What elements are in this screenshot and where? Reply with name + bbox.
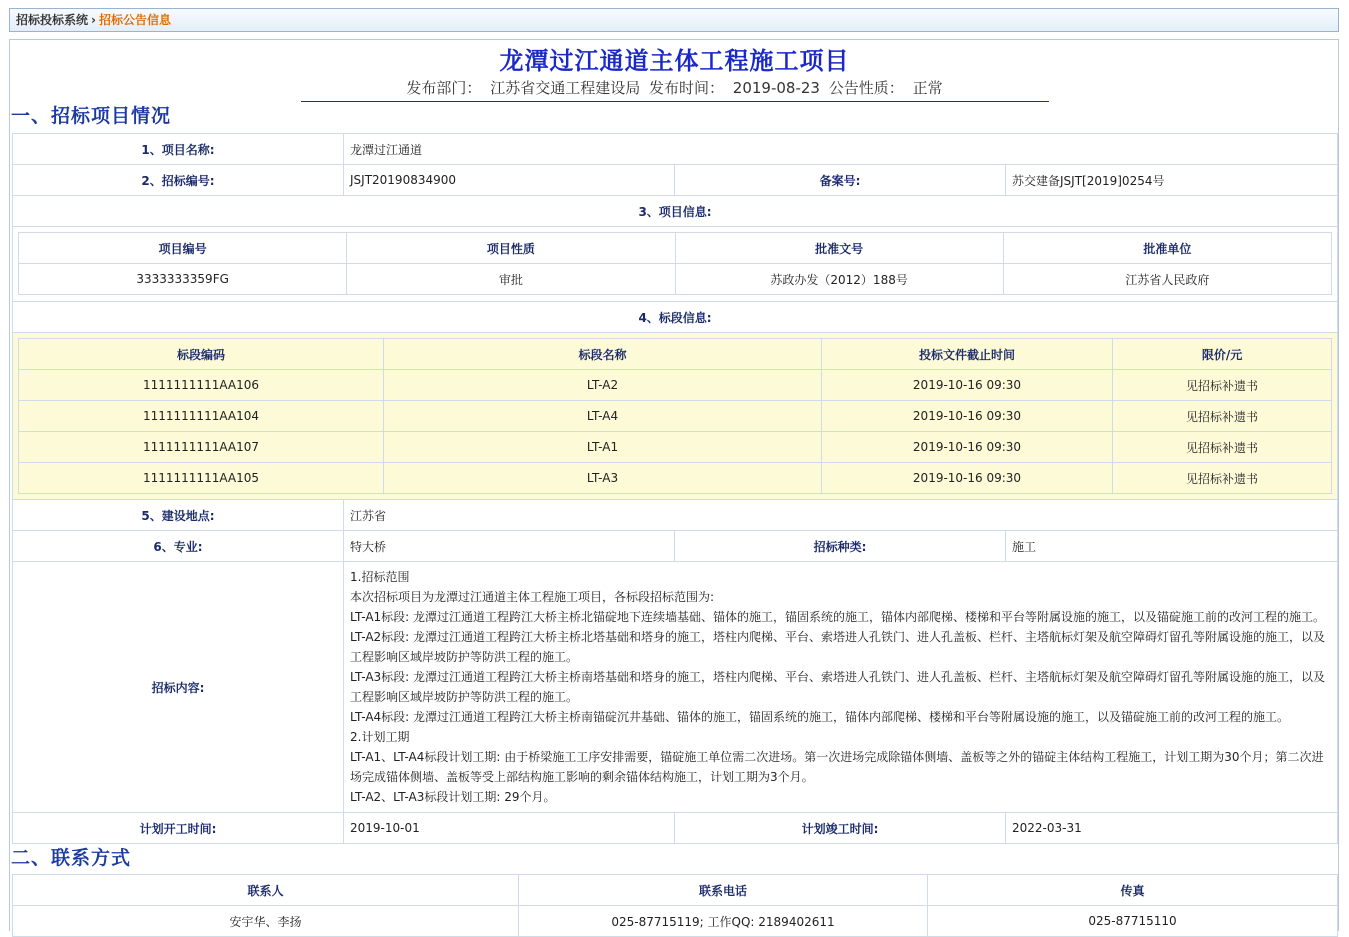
info-header-code: 项目编号 xyxy=(19,233,347,264)
record-label: 备案号: xyxy=(675,165,1006,196)
sect-deadline: 2019-10-16 09:30 xyxy=(822,370,1113,401)
info-code: 3333333359FG xyxy=(19,264,347,295)
nature-label: 公告性质： xyxy=(828,79,904,97)
table-row xyxy=(19,463,1332,494)
breadcrumb-system[interactable]: 招标投标系统 xyxy=(16,13,89,27)
title-divider xyxy=(301,101,1049,102)
breadcrumb-separator-icon: › xyxy=(91,13,96,27)
kind-label: 招标种类: xyxy=(675,531,1006,562)
bid-sections-table xyxy=(18,338,1332,494)
sect-header-deadline: 投标文件截止时间 xyxy=(822,339,1113,370)
major-value: 特大桥 xyxy=(344,531,675,562)
contact-header-person: 联系人 xyxy=(13,875,519,906)
record-value: 苏交建备JSJT[2019]0254号 xyxy=(1006,165,1338,196)
sect-deadline: 2019-10-16 09:30 xyxy=(822,463,1113,494)
sect-limit: 见招标补遗书 xyxy=(1113,401,1332,432)
dept-label: 发布部门： xyxy=(406,79,482,97)
content-line: 本次招标项目为龙潭过江通道主体工程施工项目，各标段招标范围为: xyxy=(350,590,715,604)
sect-name: LT-A1 xyxy=(384,432,822,463)
section-heading-contact: 二、联系方式 xyxy=(11,847,132,869)
info-approval-unit: 江苏省人民政府 xyxy=(1003,264,1331,295)
breadcrumb xyxy=(9,8,1339,32)
info-header-approval-no: 批准文号 xyxy=(675,233,1003,264)
sect-header-name: 标段名称 xyxy=(384,339,822,370)
contact-fax: 025-87715110 xyxy=(928,906,1338,937)
info-header-approval-unit: 批准单位 xyxy=(1003,233,1331,264)
sect-deadline: 2019-10-16 09:30 xyxy=(822,401,1113,432)
project-name-value: 龙潭过江通道 xyxy=(344,134,1338,165)
content-value xyxy=(344,562,1338,813)
sect-name: LT-A4 xyxy=(384,401,822,432)
section-heading-project: 一、招标项目情况 xyxy=(11,105,172,127)
major-label: 6、专业: xyxy=(13,531,344,562)
sect-name: LT-A3 xyxy=(384,463,822,494)
sect-deadline: 2019-10-16 09:30 xyxy=(822,432,1113,463)
content-line: LT-A2标段: 龙潭过江通道工程跨江大桥主桥北塔基础和塔身的施工，塔柱内爬梯、平台、索塔进人孔铁门、进人孔盖板、栏杆、主塔航标灯架及航空障碍灯留孔等附属设施的施工，以及工程影响区域岸坡防护等防洪工程的施工。 xyxy=(350,630,1326,664)
sect-limit: 见招标补遗书 xyxy=(1113,370,1332,401)
contact-header-fax: 传真 xyxy=(928,875,1338,906)
project-info-table xyxy=(18,232,1332,295)
nature-value: 正常 xyxy=(912,79,943,97)
content-label: 招标内容: xyxy=(13,562,344,813)
project-info-label: 3、项目信息: xyxy=(13,196,1338,227)
breadcrumb-current: 招标公告信息 xyxy=(98,13,171,27)
start-label: 计划开工时间: xyxy=(13,813,344,844)
content-line: LT-A3标段: 龙潭过江通道工程跨江大桥主桥南塔基础和塔身的施工，塔柱内爬梯、平台、索塔进人孔铁门、进人孔盖板、栏杆、主塔航标灯架及航空障碍灯留孔等附属设施的施工，以及工程影响区域岸坡防护等防洪工程的施工。 xyxy=(350,670,1326,704)
table-row xyxy=(19,401,1332,432)
sections-label: 4、标段信息: xyxy=(13,302,1338,333)
table-row xyxy=(19,370,1332,401)
sect-code: 1111111111AA106 xyxy=(19,370,384,401)
end-value: 2022-03-31 xyxy=(1006,813,1338,844)
dept-value: 江苏省交通工程建设局 xyxy=(490,79,641,97)
kind-value: 施工 xyxy=(1006,531,1338,562)
publish-info xyxy=(0,77,1349,98)
location-label: 5、建设地点: xyxy=(13,500,344,531)
content-line: LT-A1、LT-A4标段计划工期: 由于桥梁施工工序安排需要，锚碇施工单位需二次进场。第一次进场完成除锚体侧墙、盖板等之外的锚碇主体结构工程施工，计划工期为30个月；第二次进场完成锚体侧墙、盖板等受上部结构施工影响的剩余锚体结构施工，计划工期为3个月。 xyxy=(350,750,1324,784)
content-line: 1.招标范围 xyxy=(350,570,410,584)
info-approval-no: 苏政办发（2012）188号 xyxy=(675,264,1003,295)
end-label: 计划竣工时间: xyxy=(675,813,1006,844)
content-line: LT-A2、LT-A3标段计划工期: 29个月。 xyxy=(350,790,556,804)
location-value: 江苏省 xyxy=(344,500,1338,531)
time-value: 2019-08-23 xyxy=(732,79,820,97)
info-header-nature: 项目性质 xyxy=(347,233,675,264)
contact-phone: 025-87715119; 工作QQ: 2189402611 xyxy=(519,906,928,937)
sect-code: 1111111111AA104 xyxy=(19,401,384,432)
project-table xyxy=(12,133,1338,844)
contact-table xyxy=(12,874,1338,937)
sect-code: 1111111111AA107 xyxy=(19,432,384,463)
tender-code-value: JSJT20190834900 xyxy=(344,165,675,196)
page-title: 龙潭过江通道主体工程施工项目 xyxy=(499,46,850,75)
sect-header-limit: 限价/元 xyxy=(1113,339,1332,370)
info-nature: 审批 xyxy=(347,264,675,295)
contact-person: 安宇华、李扬 xyxy=(13,906,519,937)
content-line: 2.计划工期 xyxy=(350,730,410,744)
contact-header-phone: 联系电话 xyxy=(519,875,928,906)
table-row xyxy=(19,432,1332,463)
project-name-label: 1、项目名称: xyxy=(13,134,344,165)
content-line: LT-A4标段: 龙潭过江通道工程跨江大桥主桥南锚碇沉井基础、锚体的施工，锚固系统的施工，锚体内部爬梯、楼梯和平台等附属设施的施工，以及锚碇施工前的改河工程的施工。 xyxy=(350,710,1290,724)
sect-header-code: 标段编码 xyxy=(19,339,384,370)
content-line: LT-A1标段: 龙潭过江通道工程跨江大桥主桥北锚碇地下连续墙基础、锚体的施工，锚固系统的施工，锚体内部爬梯、楼梯和平台等附属设施的施工，以及锚碇施工前的改河工程的施工。 xyxy=(350,610,1326,624)
sect-name: LT-A2 xyxy=(384,370,822,401)
start-value: 2019-10-01 xyxy=(344,813,675,844)
time-label: 发布时间： xyxy=(649,79,725,97)
sect-code: 1111111111AA105 xyxy=(19,463,384,494)
sect-limit: 见招标补遗书 xyxy=(1113,463,1332,494)
sect-limit: 见招标补遗书 xyxy=(1113,432,1332,463)
tender-code-label: 2、招标编号: xyxy=(13,165,344,196)
